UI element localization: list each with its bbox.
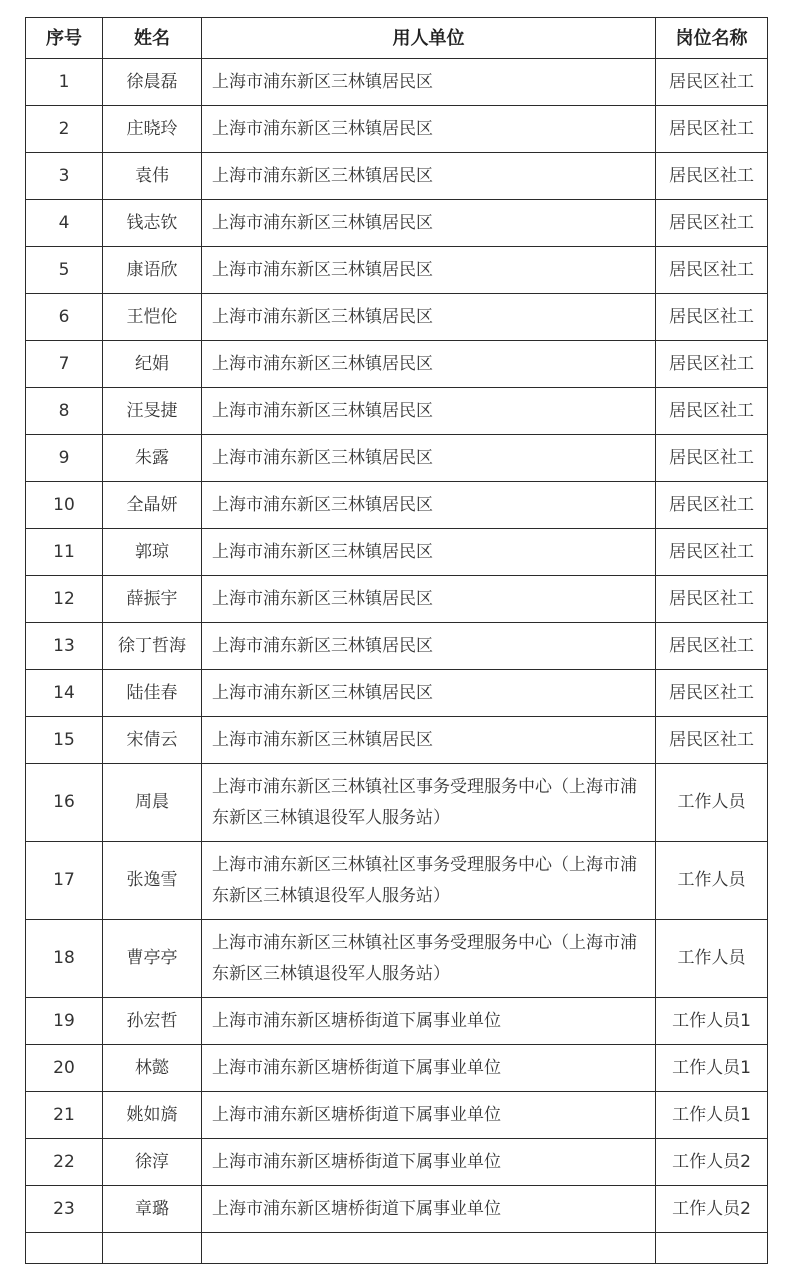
cell-post: 居民区社工 <box>656 59 768 106</box>
table-row <box>26 341 768 388</box>
cell-no: 22 <box>26 1139 103 1186</box>
cell-no: 12 <box>26 576 103 623</box>
cell-name: 章璐 <box>103 1186 202 1233</box>
cell-unit: 上海市浦东新区三林镇居民区 <box>202 623 656 670</box>
table-row <box>26 106 768 153</box>
personnel-table <box>25 17 768 1264</box>
table-row <box>26 670 768 717</box>
table-row <box>26 920 768 998</box>
cell-name: 周晨 <box>103 764 202 842</box>
cell-post: 居民区社工 <box>656 623 768 670</box>
cell-no: 18 <box>26 920 103 998</box>
cell-no: 11 <box>26 529 103 576</box>
cell-no: 6 <box>26 294 103 341</box>
cell-post: 工作人员 <box>656 842 768 920</box>
cell-unit: 上海市浦东新区三林镇居民区 <box>202 200 656 247</box>
cell-post: 工作人员2 <box>656 1139 768 1186</box>
table-row-partial <box>26 1233 768 1264</box>
cell-post: 居民区社工 <box>656 294 768 341</box>
cell-post: 居民区社工 <box>656 200 768 247</box>
table-row <box>26 482 768 529</box>
cell-unit: 上海市浦东新区三林镇居民区 <box>202 576 656 623</box>
cell-no: 5 <box>26 247 103 294</box>
cell-unit: 上海市浦东新区三林镇社区事务受理服务中心（上海市浦东新区三林镇退役军人服务站） <box>202 920 656 998</box>
table-row <box>26 764 768 842</box>
cell-post: 工作人员 <box>656 764 768 842</box>
cell-empty <box>656 1233 768 1264</box>
cell-name: 朱露 <box>103 435 202 482</box>
header-no: 序号 <box>26 18 103 59</box>
cell-unit: 上海市浦东新区三林镇居民区 <box>202 153 656 200</box>
cell-no: 21 <box>26 1092 103 1139</box>
cell-unit: 上海市浦东新区塘桥街道下属事业单位 <box>202 1186 656 1233</box>
cell-post: 工作人员 <box>656 920 768 998</box>
cell-unit: 上海市浦东新区三林镇居民区 <box>202 106 656 153</box>
table-row <box>26 1186 768 1233</box>
cell-no: 8 <box>26 388 103 435</box>
cell-post: 居民区社工 <box>656 482 768 529</box>
cell-no: 10 <box>26 482 103 529</box>
cell-unit: 上海市浦东新区三林镇居民区 <box>202 670 656 717</box>
table-row <box>26 998 768 1045</box>
cell-post: 居民区社工 <box>656 388 768 435</box>
cell-name: 薛振宇 <box>103 576 202 623</box>
cell-unit: 上海市浦东新区三林镇居民区 <box>202 388 656 435</box>
cell-name: 姚如旖 <box>103 1092 202 1139</box>
cell-no: 3 <box>26 153 103 200</box>
cell-unit: 上海市浦东新区塘桥街道下属事业单位 <box>202 1139 656 1186</box>
cell-name: 张逸雪 <box>103 842 202 920</box>
cell-empty <box>26 1233 103 1264</box>
cell-no: 17 <box>26 842 103 920</box>
cell-post: 居民区社工 <box>656 106 768 153</box>
cell-name: 康语欣 <box>103 247 202 294</box>
cell-no: 19 <box>26 998 103 1045</box>
header-row <box>26 18 768 59</box>
cell-no: 9 <box>26 435 103 482</box>
cell-name: 徐丁哲海 <box>103 623 202 670</box>
cell-name: 徐晨磊 <box>103 59 202 106</box>
table-row <box>26 717 768 764</box>
cell-unit: 上海市浦东新区塘桥街道下属事业单位 <box>202 1045 656 1092</box>
cell-no: 20 <box>26 1045 103 1092</box>
cell-name: 全晶妍 <box>103 482 202 529</box>
cell-name: 宋倩云 <box>103 717 202 764</box>
cell-no: 2 <box>26 106 103 153</box>
cell-unit: 上海市浦东新区三林镇居民区 <box>202 294 656 341</box>
cell-post: 居民区社工 <box>656 717 768 764</box>
table-row <box>26 294 768 341</box>
table-row <box>26 1139 768 1186</box>
cell-empty <box>202 1233 656 1264</box>
cell-name: 汪旻捷 <box>103 388 202 435</box>
cell-unit: 上海市浦东新区三林镇居民区 <box>202 529 656 576</box>
cell-name: 林懿 <box>103 1045 202 1092</box>
table-body <box>26 59 768 1264</box>
table-row <box>26 247 768 294</box>
cell-name: 孙宏哲 <box>103 998 202 1045</box>
header-name: 姓名 <box>103 18 202 59</box>
cell-post: 居民区社工 <box>656 341 768 388</box>
cell-name: 钱志钦 <box>103 200 202 247</box>
cell-name: 陆佳春 <box>103 670 202 717</box>
cell-unit: 上海市浦东新区塘桥街道下属事业单位 <box>202 998 656 1045</box>
cell-post: 工作人员2 <box>656 1186 768 1233</box>
cell-no: 14 <box>26 670 103 717</box>
cell-no: 23 <box>26 1186 103 1233</box>
cell-unit: 上海市浦东新区三林镇居民区 <box>202 482 656 529</box>
cell-no: 15 <box>26 717 103 764</box>
cell-unit: 上海市浦东新区三林镇居民区 <box>202 435 656 482</box>
cell-post: 居民区社工 <box>656 247 768 294</box>
cell-post: 工作人员1 <box>656 1045 768 1092</box>
cell-name: 曹亭亭 <box>103 920 202 998</box>
cell-unit: 上海市浦东新区三林镇居民区 <box>202 717 656 764</box>
table-row <box>26 200 768 247</box>
cell-name: 纪娟 <box>103 341 202 388</box>
cell-name: 袁伟 <box>103 153 202 200</box>
table-row <box>26 388 768 435</box>
cell-unit: 上海市浦东新区三林镇居民区 <box>202 341 656 388</box>
cell-empty <box>103 1233 202 1264</box>
cell-unit: 上海市浦东新区三林镇居民区 <box>202 59 656 106</box>
cell-name: 王恺伦 <box>103 294 202 341</box>
cell-no: 1 <box>26 59 103 106</box>
table-row <box>26 623 768 670</box>
table-row <box>26 1045 768 1092</box>
cell-no: 7 <box>26 341 103 388</box>
table-row <box>26 435 768 482</box>
table-row <box>26 59 768 106</box>
table-row <box>26 529 768 576</box>
cell-name: 徐淳 <box>103 1139 202 1186</box>
cell-unit: 上海市浦东新区三林镇居民区 <box>202 247 656 294</box>
cell-no: 4 <box>26 200 103 247</box>
cell-post: 工作人员1 <box>656 1092 768 1139</box>
cell-post: 居民区社工 <box>656 435 768 482</box>
header-post: 岗位名称 <box>656 18 768 59</box>
cell-post: 居民区社工 <box>656 153 768 200</box>
cell-unit: 上海市浦东新区塘桥街道下属事业单位 <box>202 1092 656 1139</box>
cell-name: 庄晓玲 <box>103 106 202 153</box>
cell-post: 居民区社工 <box>656 670 768 717</box>
table-row <box>26 576 768 623</box>
cell-post: 居民区社工 <box>656 576 768 623</box>
cell-name: 郭琼 <box>103 529 202 576</box>
table-header <box>26 18 768 59</box>
table-row <box>26 842 768 920</box>
cell-post: 居民区社工 <box>656 529 768 576</box>
cell-unit: 上海市浦东新区三林镇社区事务受理服务中心（上海市浦东新区三林镇退役军人服务站） <box>202 842 656 920</box>
table-row <box>26 1092 768 1139</box>
table-row <box>26 153 768 200</box>
cell-unit: 上海市浦东新区三林镇社区事务受理服务中心（上海市浦东新区三林镇退役军人服务站） <box>202 764 656 842</box>
cell-no: 13 <box>26 623 103 670</box>
cell-no: 16 <box>26 764 103 842</box>
header-unit: 用人单位 <box>202 18 656 59</box>
cell-post: 工作人员1 <box>656 998 768 1045</box>
